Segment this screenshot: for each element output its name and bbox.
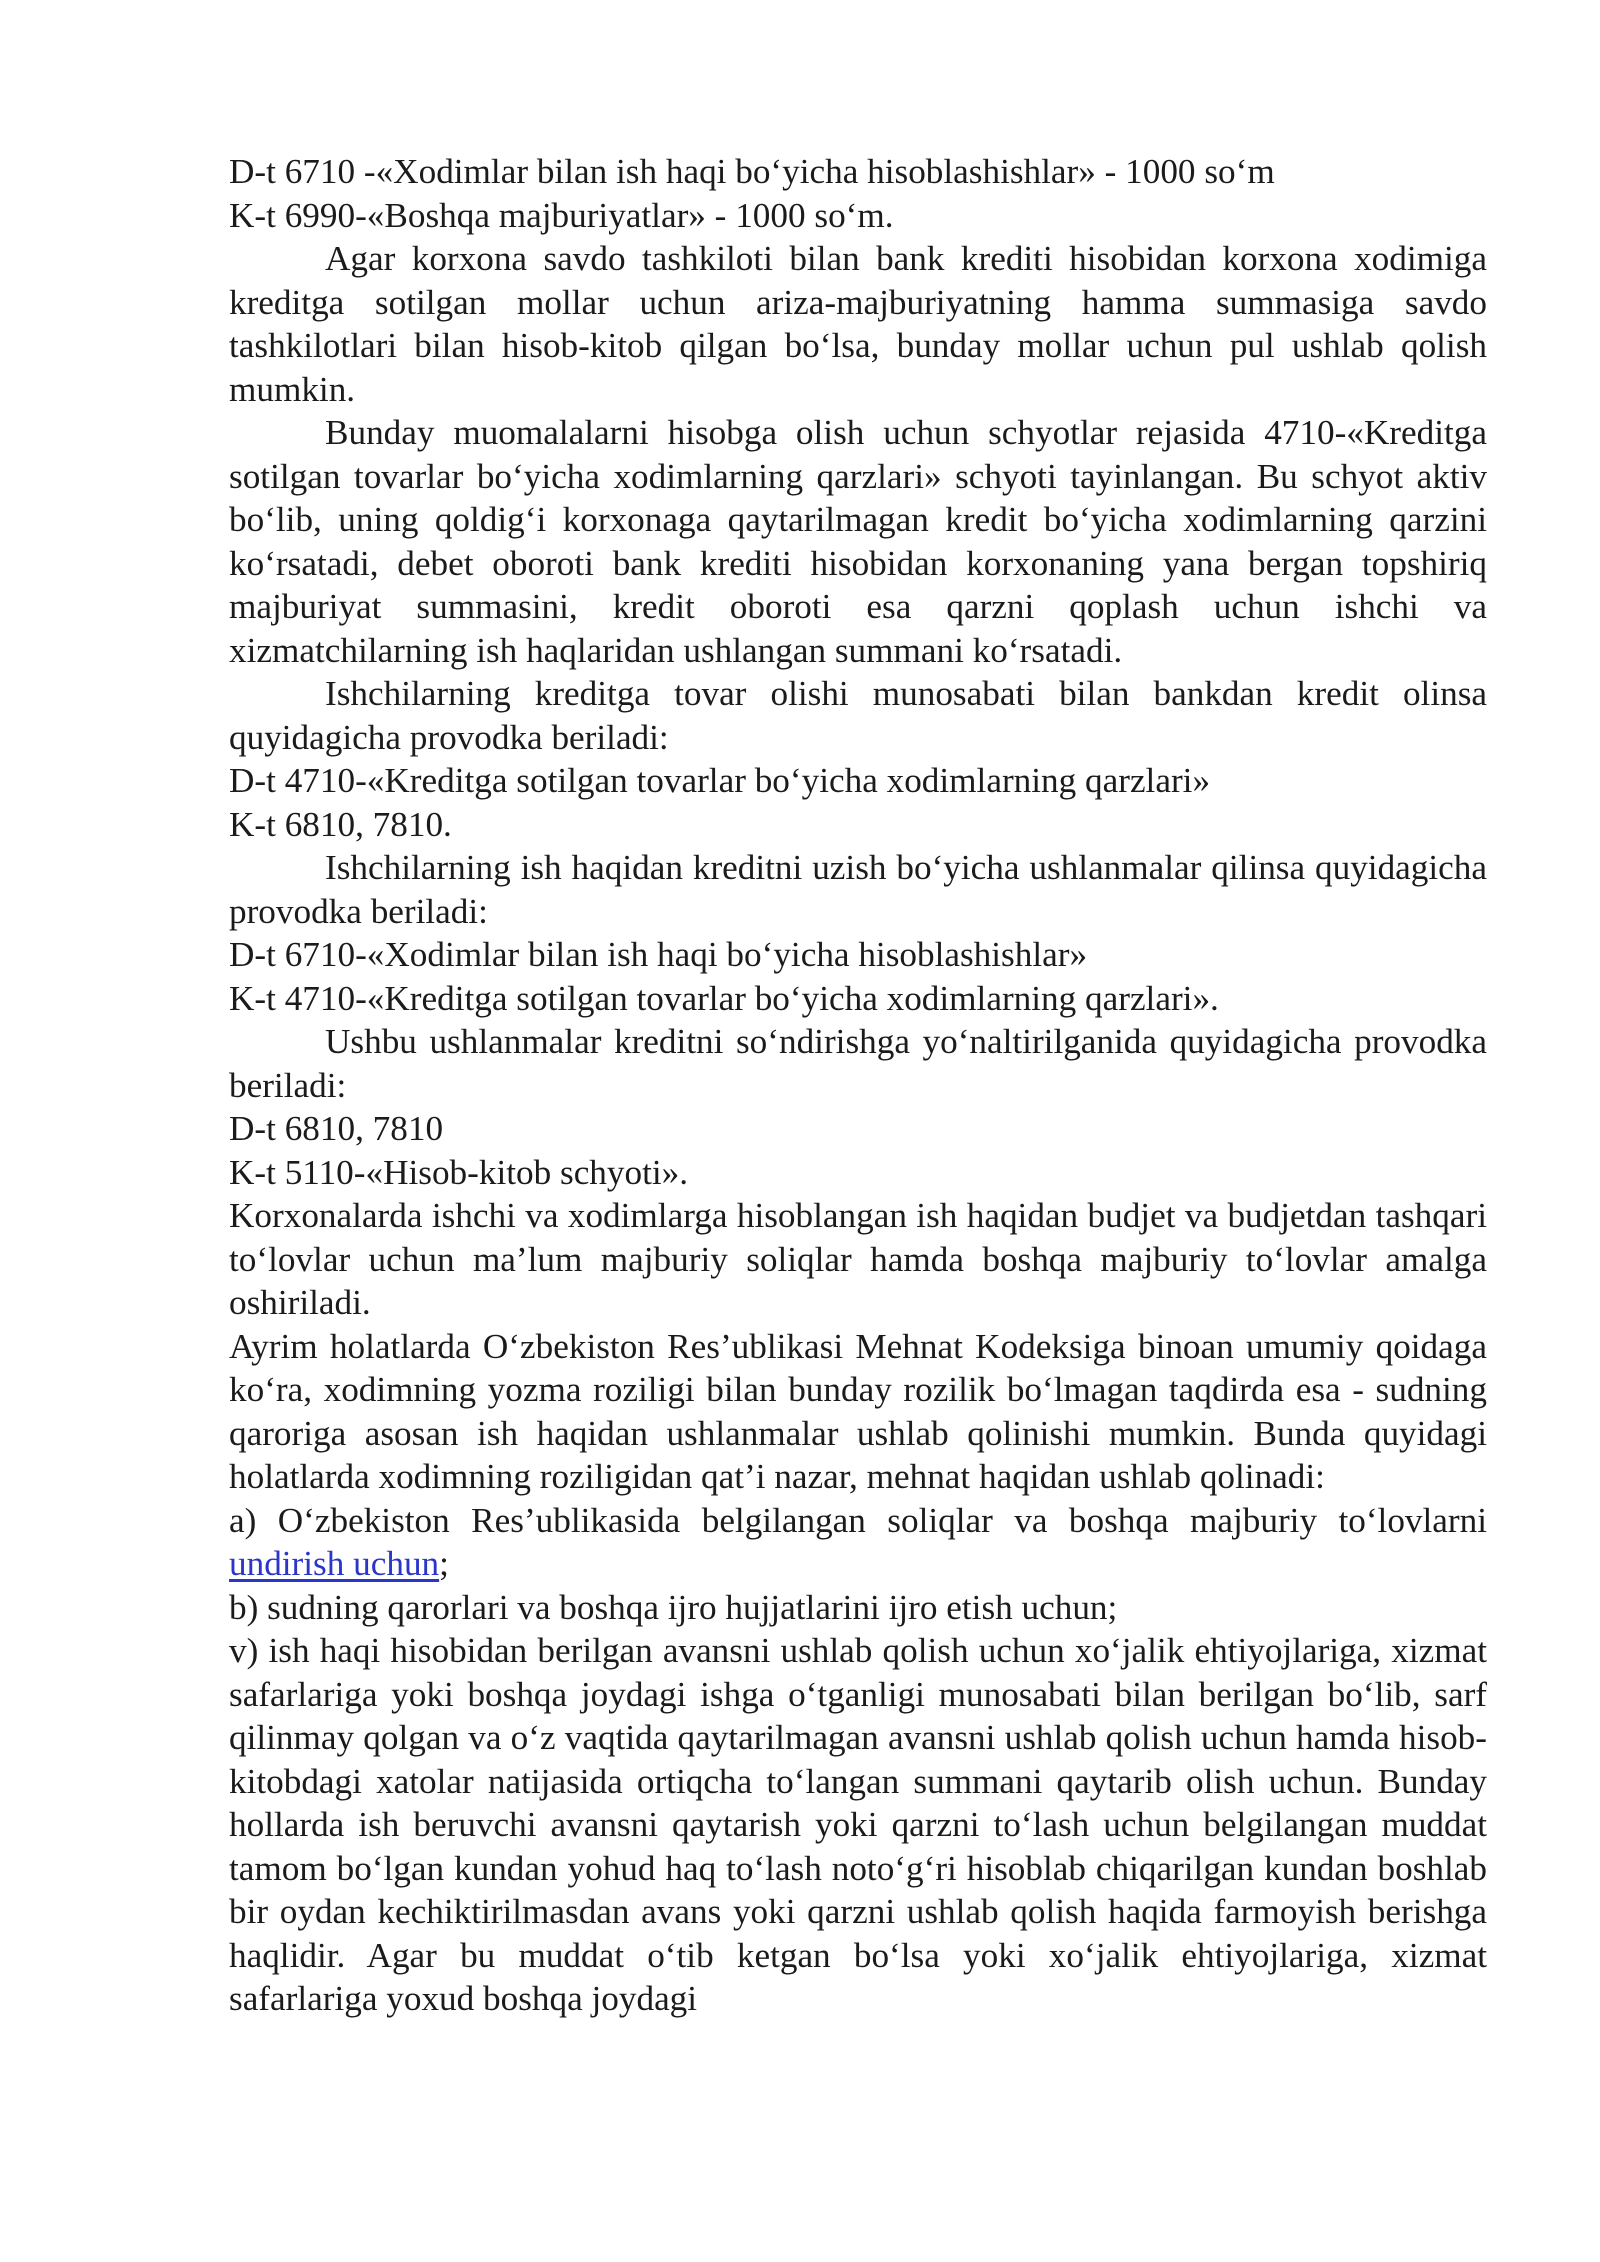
- entry-credit-5110: K-t 5110-«Hisob-kitob schyoti».: [229, 1152, 689, 1192]
- entry-debit-6710: D-t 6710 -«Xodimlar bilan ish haqi bo‘yicha hisoblashishlar» - 1000 so‘m: [229, 152, 1275, 191]
- entry-credit-6810: K-t 6810, 7810.: [229, 804, 452, 844]
- entry-credit-4710: K-t 4710-«Kreditga sotilgan tovarlar bo‘yicha xodimlarning qarzlari».: [229, 978, 1219, 1018]
- list-item-a-end: ;: [439, 1544, 449, 1583]
- list-item-a-text: a) O‘zbekiston Res’ublikasida belgilangan soliqlar va boshqa majburiy to‘lovlarni: [229, 1500, 1487, 1540]
- list-item-b: b) sudning qarorlari va boshqa ijro hujjatlarini ijro etish uchun;: [229, 1587, 1118, 1627]
- paragraph-savdo: Agar korxona savdo tashkiloti bilan bank krediti hisobidan korxona xodimiga kreditga sotilgan mollar uchun ariza-majburiyatning hamma summasiga savdo tashkilotlari bilan hisob-kitob qilgan bo‘lsa, bunday mollar uchun pul ushlab qolish mumkin.: [229, 239, 1487, 409]
- paragraph-majburiy-tolovlar: Korxonalarda ishchi va xodimlarga hisoblangan ish haqidan budjet va budjetdan tashqari to‘lovlar uchun ma’lum majburiy soliqlar hamda boshqa majburiy to‘lovlar amalga oshiriladi.: [229, 1196, 1487, 1322]
- paragraph-schyot-4710: Bunday muomalalarni hisobga olish uchun schyotlar rejasida 4710-«Kreditga sotilgan tovarlar bo‘yicha xodimlarning qarzlari» schyoti tayinlangan. Bu schyot aktiv bo‘lib, uning qoldig‘i korxonaga qaytarilmagan kredit bo‘yicha xodimlarning qarzini ko‘rsatadi, debet oboroti bank krediti hisobidan korxonaning yana bergan topshiriq majburiyat summasini, kredit oboroti esa qarzni qoplash uchun ishchi va xizmatchilarning ish haqlaridan ushlangan summani ko‘rsatadi.: [229, 413, 1487, 670]
- undirish-uchun-link[interactable]: undirish uchun: [229, 1544, 440, 1583]
- paragraph-ushlanmalar: Ishchilarning ish haqidan kreditni uzish bo‘yicha ushlanmalar qilinsa quyidagicha provodka beriladi:: [229, 848, 1487, 931]
- paragraph-sondirish: Ushbu ushlanmalar kreditni so‘ndirishga yo‘naltirilganida quyidagicha provodka beriladi:: [229, 1022, 1487, 1105]
- list-item-a: [229, 1499, 1487, 1586]
- paragraph-mehnat-kodeksi: Ayrim holatlarda O‘zbekiston Res’ublikasi Mehnat Kodeksiga binoan umumiy qoidaga ko‘ra, xodimning yozma roziligi bilan bunday rozilik bo‘lmagan taqdirda esa - sudning qaroriga asosan ish haqidan ushlanmalar ushlab qolinishi mumkin. Bunda quyidagi holatlarda xodimning roziligidan qat’i nazar, mehnat haqidan ushlab qolinadi:: [229, 1326, 1487, 1496]
- entry-debit-6710-b: D-t 6710-«Xodimlar bilan ish haqi bo‘yicha hisoblashishlar»: [229, 935, 1088, 974]
- paragraph-kredit-olinsa: Ishchilarning kreditga tovar olishi munosabati bilan bankdan kredit olinsa quyidagicha provodka beriladi:: [229, 674, 1487, 757]
- entry-debit-6810: D-t 6810, 7810: [229, 1109, 444, 1148]
- entry-debit-4710: D-t 4710-«Kreditga sotilgan tovarlar bo‘yicha xodimlarning qarzlari»: [229, 761, 1211, 800]
- document-page: [229, 150, 1487, 2021]
- list-item-v: v) ish haqi hisobidan berilgan avansni ushlab qolish uchun xo‘jalik ehtiyojlariga, xizmat safarlariga yoki boshqa joydagi ishga o‘tganligi munosabati bilan berilgan bo‘lib, sarf qilinmay qolgan va o‘z vaqtida qaytarilmagan avansni ushlab qolish uchun hamda hisob-kitobdagi xatolar natijasida ortiqcha to‘langan summani qaytarib olish uchun. Bunday hollarda ish beruvchi avansni qaytarish yoki qarzni to‘lash uchun belgilangan muddat tamom bo‘lgan kundan yohud haq to‘lash noto‘g‘ri hisoblab chiqarilgan kundan boshlab bir oydan kechiktirilmasdan avans yoki qarzni ushlab qolish haqida farmoyish berishga haqlidir. Agar bu muddat o‘tib ketgan bo‘lsa yoki xo‘jalik ehtiyojlariga, xizmat safarlariga yoxud boshqa joydagi: [229, 1631, 1487, 2018]
- entry-credit-6990: K-t 6990-«Boshqa majburiyatlar» - 1000 so‘m.: [229, 195, 894, 235]
